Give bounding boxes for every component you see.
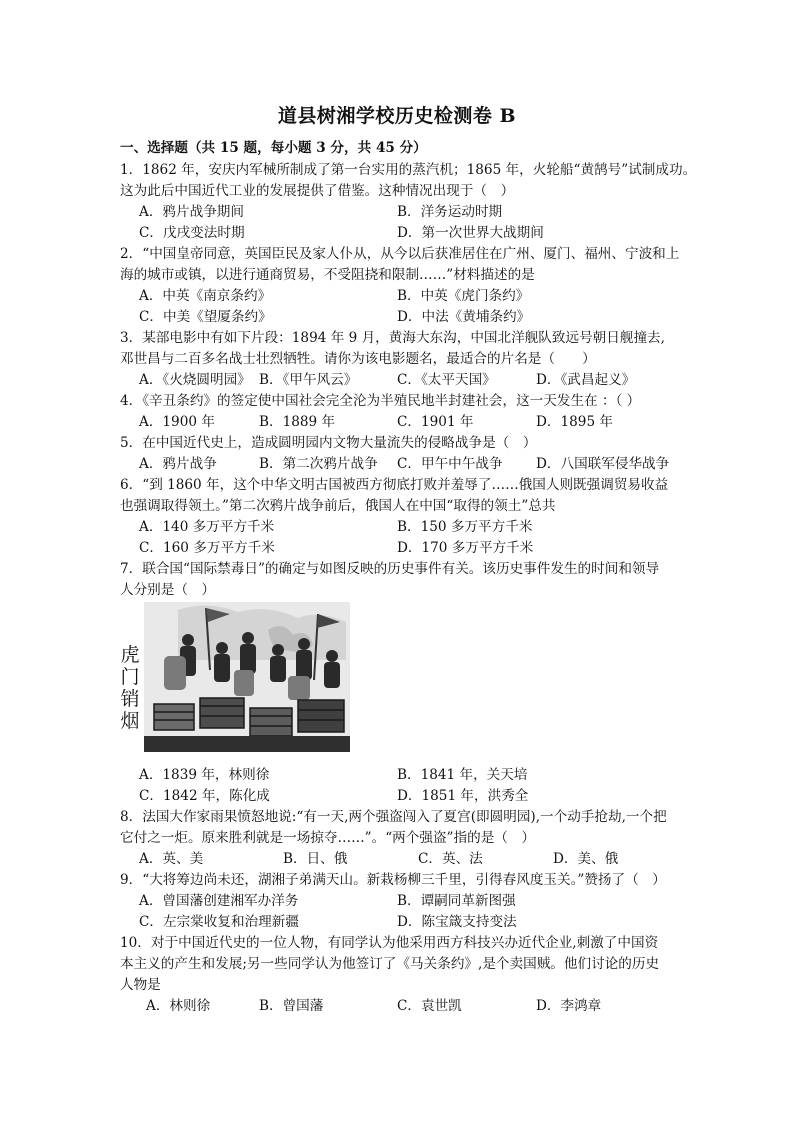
- question-4-text-line-1: 4．《辛丑条约》的签定使中国社会完全沦为半殖民地半封建社会，这一天发生在 ：（ ）: [120, 393, 641, 409]
- figure-caption-text: 虎门销烟: [120, 644, 140, 732]
- question-1-option-a: A．鸦片战争期间: [139, 204, 244, 220]
- question-6-option-c: C．160 多万平方千米: [139, 540, 275, 556]
- question-6-text-line-1: 6．“到 1860 年，这个中华文明古国被西方彻底打败并羞辱了……俄国人则既强调贸易收益: [120, 477, 669, 493]
- question-9-option-b: B．谭嗣同革新图强: [397, 893, 516, 909]
- question-7-option-b: B．1841 年，关天培: [397, 767, 528, 783]
- question-5-option-b: B．第二次鸦片战争: [259, 456, 378, 472]
- question-2-text-line-1: 2．“中国皇帝同意，英国臣民及家人仆从，从今以后获准居住在广州、厦门、福州、宁波和上: [120, 246, 680, 262]
- question-2-option-d: D．中法《黄埔条约》: [397, 309, 531, 325]
- question-6-text-line-2: 也强调取得领土。”第二次鸦片战争前后，俄国人在中国“取得的领土”总共: [120, 498, 556, 514]
- question-8-option-b: B．日、俄: [283, 851, 348, 867]
- question-6-option-b: B．150 多万平方千米: [397, 519, 533, 535]
- question-10-option-b: B．曾国藩: [259, 998, 324, 1014]
- question-6-option-a: A．140 多万平方千米: [139, 519, 275, 535]
- question-4-option-a: A．1900 年: [139, 414, 215, 430]
- question-1-option-d: D．第一次世界大战期间: [397, 225, 544, 241]
- question-10-text-line-3: 人物是: [120, 977, 161, 993]
- humen-opium-burning-illustration: [118, 600, 352, 756]
- question-8-option-a: A．英、美: [139, 851, 204, 867]
- question-3-option-a: A．《火烧圆明园》: [139, 372, 251, 388]
- question-10-option-d: D．李鸿章: [536, 998, 602, 1014]
- question-1-option-b: B．洋务运动时期: [397, 204, 503, 220]
- question-5-option-c: C．甲午中午战争: [397, 456, 503, 472]
- question-3-option-d: D．《武昌起义》: [536, 372, 636, 388]
- question-4-option-b: B．1889 年: [259, 414, 336, 430]
- question-3-text-line-1: 3．某部电影中有如下片段：1894 年 9 月，黄海大东沟，中国北洋舰队致远号朝日舰撞去,: [120, 330, 665, 346]
- question-2-text-line-2: 海的城市或镇，以进行通商贸易，不受阻挠和限制……”材料描述的是: [120, 267, 535, 283]
- question-10-text-line-1: 10．对于中国近代史的一位人物，有同学认为他采用西方科技兴办近代企业,刺激了中国资: [120, 935, 659, 951]
- question-2-option-c: C．中美《望厦条约》: [139, 309, 272, 325]
- question-8-text-line-1: 8．法国大作家雨果愤怒地说:“有一天,两个强盗闯入了夏宫(即圆明园),一个动手抢劫,一个把: [120, 809, 667, 825]
- question-2-option-a: A．中英《南京条约》: [139, 288, 272, 304]
- question-2-option-b: B．中英《虎门条约》: [397, 288, 530, 304]
- question-10-text-line-2: 本主义的产生和发展;另一些同学认为他签订了《马关条约》,是个卖国贼。他们讨论的历史: [120, 956, 660, 972]
- question-5-option-a: A．鸦片战争: [139, 456, 217, 472]
- question-9-option-c: C．左宗棠收复和治理新疆: [139, 914, 299, 930]
- question-10-option-a: A．林则徐: [146, 998, 211, 1014]
- question-8-text-line-2: 它付之一炬。原来胜利就是一场掠夺……”。“两个强盗”指的是（ ）: [120, 830, 536, 846]
- question-7-option-a: A．1839 年，林则徐: [139, 767, 270, 783]
- question-1-text-line-1: 1．1862 年，安庆内军械所制成了第一台实用的蒸汽机；1865 年，火轮船“黄鹄号”试制成功。: [120, 162, 697, 178]
- question-7-option-d: D．1851 年，洪秀全: [397, 788, 529, 804]
- question-3-text-line-2: 邓世昌与二百多名战士壮烈牺牲。请你为该电影题名，最适合的片名是（ ）: [120, 351, 596, 367]
- page-title: 道县树湘学校历史检测卷 B: [277, 105, 517, 127]
- question-7-text-line-2: 人分别是（ ）: [120, 582, 216, 598]
- question-4-option-c: C．1901 年: [397, 414, 474, 430]
- question-3-option-b: B．《甲午风云》: [259, 372, 358, 388]
- question-9-text-line-1: 9．“大将筹边尚未还，湖湘子弟满天山。新栽杨柳三千里，引得春风度玉关。”赞扬了（ ）: [120, 872, 666, 888]
- question-5-text-line-1: 5．在中国近代史上，造成圆明园内文物大量流失的侵略战争是（ ）: [120, 435, 537, 451]
- question-1-text-line-2: 这为此后中国近代工业的发展提供了借鉴。这种情况出现于（ ）: [120, 183, 515, 199]
- section-heading: 一、选择题（共 15 题，每小题 3 分，共 45 分）: [120, 140, 427, 156]
- question-8-option-c: C．英、法: [418, 851, 483, 867]
- question-3-option-c: C．《太平天国》: [397, 372, 496, 388]
- question-8-option-d: D．美、俄: [553, 851, 619, 867]
- question-9-option-d: D．陈宝箴支持变法: [397, 914, 517, 930]
- question-9-option-a: A．曾国藩创建湘军办洋务: [139, 893, 299, 909]
- question-5-option-d: D．八国联军侵华战争: [536, 456, 670, 472]
- figure-caption-vertical: [118, 644, 142, 732]
- question-7-option-c: C．1842 年，陈化成: [139, 788, 270, 804]
- question-6-option-d: D．170 多万平方千米: [397, 540, 534, 556]
- question-1-option-c: C．戊戌变法时期: [139, 225, 245, 241]
- question-10-option-c: C．袁世凯: [397, 998, 462, 1014]
- question-7-text-line-1: 7．联合国“国际禁毒日”的确定与如图反映的历史事件有关。该历史事件发生的时间和领导: [120, 561, 660, 577]
- question-4-option-d: D．1895 年: [536, 414, 614, 430]
